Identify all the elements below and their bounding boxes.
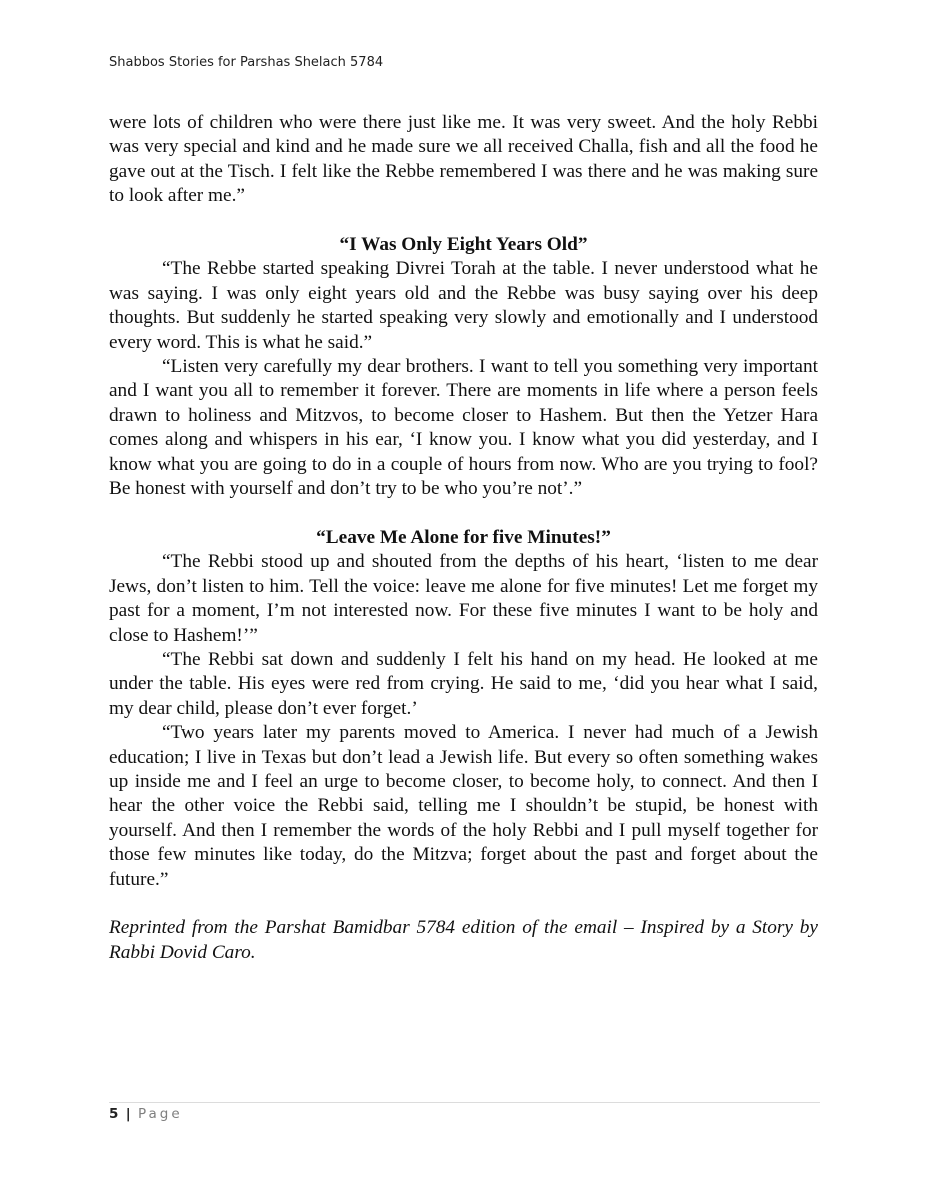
- footer-separator: |: [125, 1106, 131, 1122]
- footer-divider: [109, 1102, 820, 1103]
- paragraph-spacer: [109, 209, 818, 233]
- paragraph: “Listen very carefully my dear brothers. I want to tell you something very important and I want you all to remember it forever. There are moments in life where a person feels drawn to holiness and Mitzvos, to become closer to Hashem. But then the Yetzer Hara comes along and whispers in his ear, ‘I know you. I know what you did yesterday, and I know what you are going to do in a couple of hours from now. Who are you trying to fool? Be honest with yourself and don’t try to be who you’re not’.”: [109, 356, 818, 500]
- paragraph-spacer: [109, 501, 818, 525]
- page-footer: [109, 1106, 183, 1122]
- paragraph: were lots of children who were there just like me. It was very sweet. And the holy Rebbi was very special and kind and he made sure we all received Challa, fish and all the food he gave out at the Tisch. I felt like the Rebbe remembered I was there and he was making sure to look after me.”: [109, 112, 818, 207]
- article-body: [109, 111, 818, 965]
- paragraph: “The Rebbe started speaking Divrei Torah at the table. I never understood what he was saying. I was only eight years old and the Rebbe was busy saying over his deep thoughts. But suddenly he started speaking very slowly and emotionally and I understood every word. This is what he said.”: [109, 258, 818, 353]
- page-label: Page: [137, 1106, 183, 1122]
- paragraph: “The Rebbi sat down and suddenly I felt his hand on my head. He looked at me under the table. His eyes were red from crying. He said to me, ‘did you hear what I said, my dear child, please don’t ever forget.’: [109, 648, 818, 719]
- section-heading: “Leave Me Alone for five Minutes!”: [316, 526, 611, 548]
- section-heading: “I Was Only Eight Years Old”: [339, 234, 588, 256]
- source-credit: Reprinted from the Parshat Bamidbar 5784 edition of the email – Inspired by a Story by Rabbi Dovid Caro.: [109, 917, 818, 963]
- running-header: Shabbos Stories for Parshas Shelach 5784: [109, 55, 384, 70]
- paragraph-spacer: [109, 892, 818, 916]
- paragraph: “Two years later my parents moved to America. I never had much of a Jewish education; I live in Texas but don’t lead a Jewish life. But every so often something wakes up inside me and I feel an urge to become closer, to become holy, to connect. And then I hear the other voice the Rebbi said, telling me I shouldn’t be stupid, be honest with yourself. And then I remember the words of the holy Rebbi and I pull myself together for those few minutes like today, do the Mitzva; forget about the past and forget about the future.”: [109, 722, 818, 890]
- paragraph: “The Rebbi stood up and shouted from the depths of his heart, ‘listen to me dear Jews, don’t listen to him. Tell the voice: leave me alone for five minutes! Let me forget my past for a moment, I’m not interested now. For these five minutes I want to be holy and close to Hashem!’”: [109, 551, 818, 646]
- page-number: 5: [109, 1106, 119, 1122]
